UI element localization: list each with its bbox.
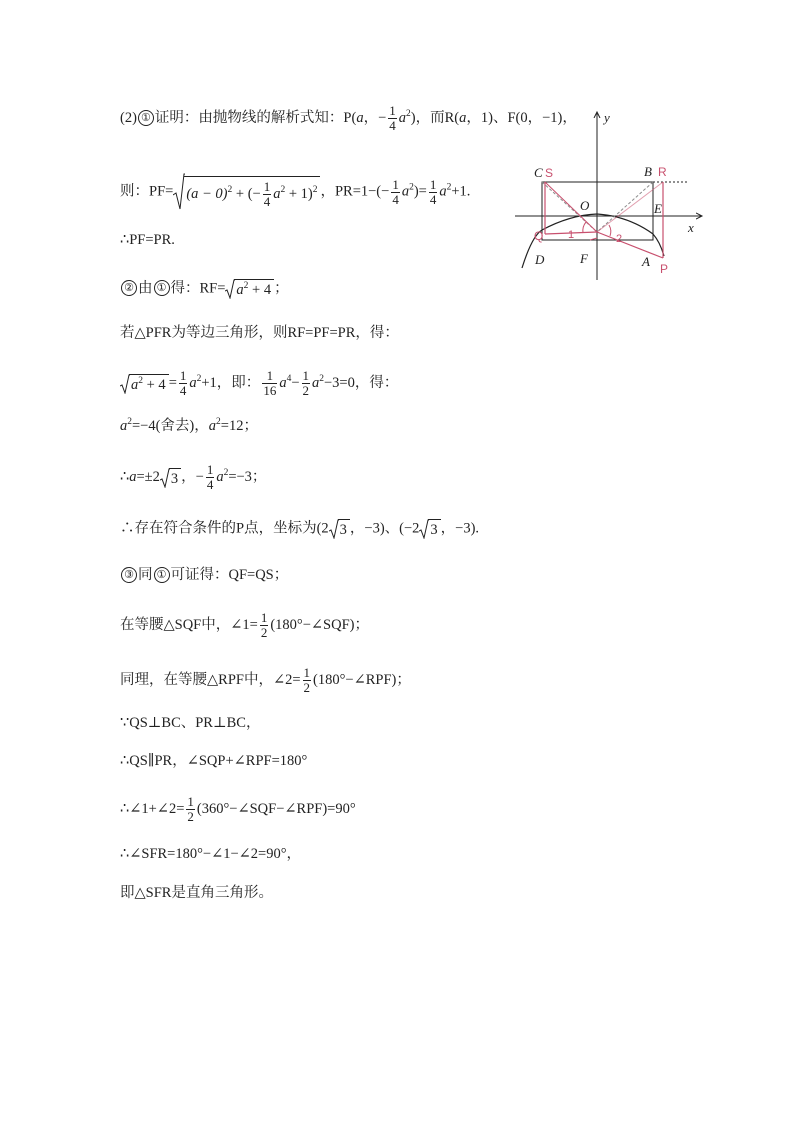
label-o: O [580,198,590,213]
label-a: A [642,254,650,269]
text: ，−3)、(−2 [349,520,420,537]
circled-number: ① [154,567,170,583]
angle-1-arc [583,222,586,233]
proof-line-16 [120,845,301,863]
proof-line-12 [120,666,411,695]
text: (a − 0) [186,185,228,202]
var-a: a [279,374,287,391]
label-angle-1: 1 [568,229,575,241]
text: ∴PF=PR. [120,232,175,248]
var-a: a [216,468,224,485]
text: =±2 [136,468,160,485]
text: ∴存在符合条件的P点，坐标为(2 [120,520,329,537]
circled-number: ① [154,280,170,296]
exponent: 4 [286,373,292,384]
exponent: 2 [127,417,132,427]
exponent: 2 [227,184,233,195]
fraction: $\frac{1}{2}$ [302,368,309,398]
text: + (− [232,185,261,202]
proof-line-1 [120,104,577,133]
proof-line-15 [120,795,356,824]
fraction: $\frac{1}{4}$ [179,368,187,398]
part-number: (2) [120,109,137,126]
circled-number: ③ [121,567,137,583]
label-x: x [688,220,694,235]
geometry-figure [510,108,710,283]
exponent: 2 [280,184,286,195]
exponent: 2 [223,467,229,478]
square-root [419,519,440,539]
text: 证明：由抛物线的解析式知：P( [154,109,357,126]
radicand: 3 [338,519,350,539]
var-a: a [312,374,320,391]
text: ，− [181,468,204,485]
square-root [225,279,274,299]
proof-line-17 [120,884,273,902]
fraction: $\frac{1}{4}$ [392,176,399,207]
text: ∵QS⊥BC、PR⊥BC， [120,715,261,731]
text: + 1) [285,185,313,202]
fraction: $\frac{1}{2}$ [260,610,268,640]
text: −3=0，得： [324,374,399,391]
label-e: E [654,201,662,216]
proof-line-7 [120,417,258,435]
angle-2-arc [609,225,611,236]
text: 得：RF= [170,280,226,297]
text: 同 [138,567,153,583]
var-a: a [208,418,217,434]
fraction: $\frac{1}{4}$ [206,462,214,492]
text: ∴∠SFR=180°−∠1−∠2=90°， [120,846,302,862]
text: )= [413,183,427,200]
label-s: S [545,166,554,180]
label-r: R [658,165,667,179]
square-root [160,468,181,488]
exponent: 2 [446,182,452,193]
text: 在等腰△SQF中，∠1= [120,616,258,633]
square-root [329,519,350,539]
fraction: $\frac{1}{16}$ [263,368,277,398]
fraction: $\frac{1}{2}$ [303,665,311,695]
text: 同理，在等腰△RPF中，∠2= [120,671,301,688]
text: ∴QS∥PR，∠SQP+∠RPF=180° [120,753,308,769]
text: )，而R( [410,109,460,126]
label-f: F [580,251,588,266]
proof-line-11 [120,611,369,640]
proof-line-13 [120,714,260,732]
proof-line-8 [120,463,266,492]
proof-line-14 [120,752,307,770]
exponent: 2 [138,375,143,386]
text: = [168,374,177,391]
text: ∴∠1+∠2= [120,800,185,817]
text: 若△PFR为等边三角形，则RF=PF=PR，得： [120,325,399,341]
fraction: $\frac{1}{4}$ [429,176,437,207]
text: + 4 [143,376,166,393]
label-d: D [535,252,545,267]
line-bf [597,182,653,232]
exponent: 2 [409,182,414,193]
label-c: C [534,165,543,180]
text: ，−3). [440,520,480,537]
var-a: a [401,183,410,200]
proof-line-3 [120,231,175,249]
text: 可证得：QF=QS； [170,567,289,583]
proof-line-6 [120,369,398,398]
exponent: 2 [196,373,202,384]
label-q: Q [534,229,544,243]
var-a: a [439,183,447,200]
text: (180°−∠SQF)； [270,616,369,633]
var-a: a [129,468,137,485]
var-a: a [356,109,364,126]
var-a: a [459,109,467,126]
text: =−4(舍去)， [132,418,209,434]
text: ； [274,280,289,297]
fraction: $\frac{1}{4}$ [389,103,396,133]
var-a: a [120,418,128,434]
text: +1，即： [201,374,261,391]
square-root [173,173,320,211]
label-b: B [644,164,652,179]
square-root [120,374,169,394]
var-a: a [398,109,407,126]
label-p: P [660,262,669,276]
text: ，1)、F(0，−1)， [466,109,577,126]
label-angle-2: 2 [616,233,623,245]
label-y: y [604,110,610,125]
text: − [291,374,300,391]
text: =12； [220,418,258,434]
exponent: 2 [243,281,249,291]
exponent: 2 [319,373,324,384]
var-a: a [131,376,139,393]
text: 则：PF= [120,183,174,200]
radicand: 3 [169,468,181,488]
text: (180°−∠RPF)； [313,671,411,688]
fraction: $\frac{1}{4}$ [263,178,271,209]
var-a: a [273,185,281,202]
text: ，− [363,109,387,126]
circled-number: ② [121,280,137,296]
text: =−3； [228,468,267,485]
proof-line-5 [120,324,399,342]
text: 即△SFR是直角三角形。 [120,885,273,901]
proof-line-2 [120,173,470,211]
text: +1. [451,183,471,200]
proof-line-10 [120,566,288,584]
exponent: 2 [406,108,411,119]
proof-line-9 [120,519,479,539]
text: (360°−∠SQF−∠RPF)=90° [196,800,356,817]
radicand: 3 [428,519,440,539]
fraction: $\frac{1}{2}$ [187,794,194,824]
circled-number: ① [138,110,154,126]
proof-line-4 [120,279,289,299]
exponent: 2 [312,184,318,195]
text: ，PR=1−(− [320,183,390,200]
var-a: a [236,282,244,298]
text: + 4 [248,282,272,298]
exponent: 2 [216,417,221,427]
text: ∴ [120,468,130,485]
var-a: a [189,374,197,391]
text: 由 [138,280,153,297]
